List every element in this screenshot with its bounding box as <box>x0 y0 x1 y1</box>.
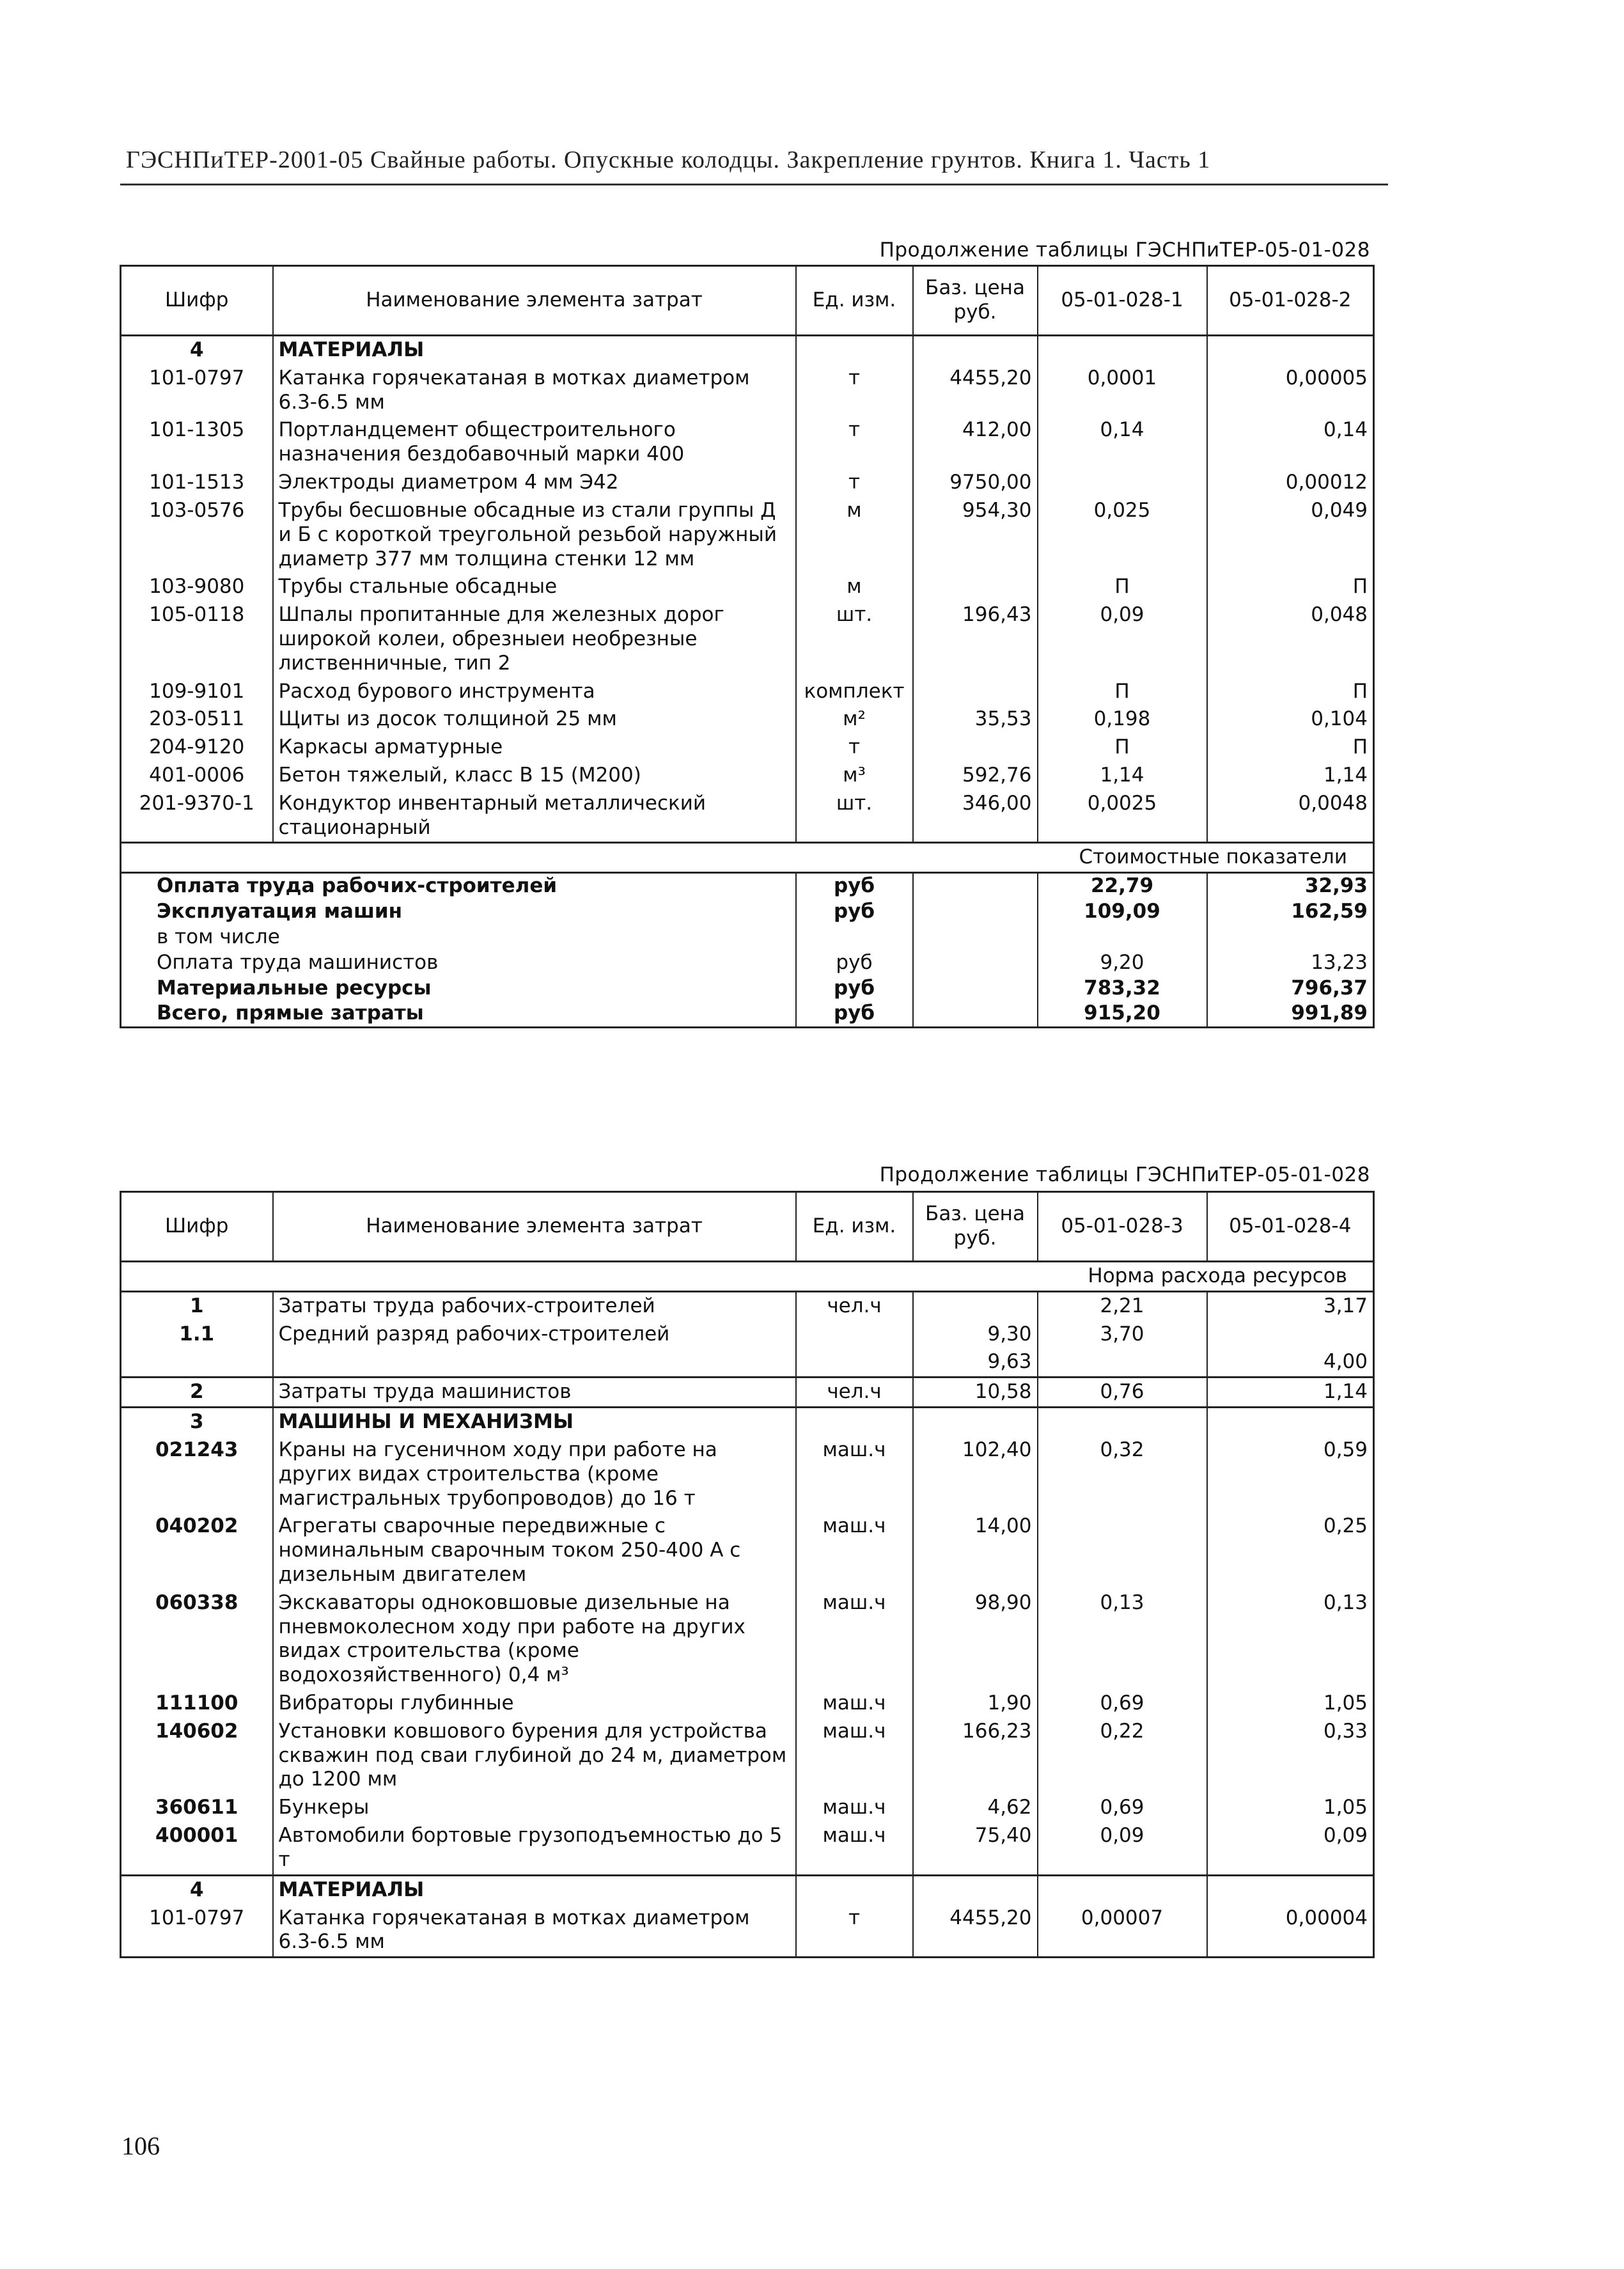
section-row-materials <box>121 336 1374 365</box>
table-row <box>121 1718 1374 1794</box>
row-name: Бетон тяжелый, класс В 15 (М200) <box>273 762 796 790</box>
summary-value-b: 796,37 <box>1207 976 1374 1001</box>
col-header-price: Баз. цена руб. <box>913 266 1038 336</box>
summary-value-b: 32,93 <box>1207 873 1374 899</box>
table-row <box>121 1348 1374 1377</box>
row-unit: маш.ч <box>796 1718 913 1794</box>
section-row-materials <box>121 1875 1374 1904</box>
col-header-code: Шифр <box>121 1192 273 1262</box>
section-name: МАШИНЫ И МЕХАНИЗМЫ <box>273 1408 796 1436</box>
row-name: Агрегаты сварочные передвижные с номинальным сварочным током 250-400 А с дизельным двигателем <box>273 1512 796 1589</box>
table-row <box>121 734 1374 762</box>
summary-unit <box>796 925 913 950</box>
table2-caption: Продолжение таблицы ГЭСНПиТЕР-05-01-028 <box>879 1163 1370 1186</box>
row-value-a: 0,69 <box>1038 1690 1207 1718</box>
row-price: 4,62 <box>913 1794 1038 1822</box>
row-code: 101-0797 <box>121 365 273 417</box>
table-row <box>121 1291 1374 1320</box>
table-row <box>121 1822 1374 1875</box>
row-code: 201-9370-1 <box>121 790 273 843</box>
summary-unit: руб <box>796 976 913 1001</box>
summary-value-a: 22,79 <box>1038 873 1207 899</box>
table-row <box>121 1512 1374 1589</box>
row-name: Портландцемент общестроительного назначения бездобавочный марки 400 <box>273 416 796 469</box>
row-code: 101-1513 <box>121 469 273 497</box>
row-value-b <box>1207 1321 1374 1349</box>
row-price: 9,30 <box>913 1321 1038 1349</box>
row-unit: шт. <box>796 790 913 843</box>
table-row <box>121 1436 1374 1512</box>
row-code: 103-9080 <box>121 573 273 601</box>
row-price <box>913 1291 1038 1320</box>
row-value-b: 0,59 <box>1207 1436 1374 1512</box>
summary-value-b: 162,59 <box>1207 899 1374 925</box>
row-value-a: 0,32 <box>1038 1436 1207 1512</box>
row-price: 4455,20 <box>913 1904 1038 1958</box>
row-code <box>121 1348 273 1377</box>
row-price <box>913 573 1038 601</box>
summary-value-a <box>1038 925 1207 950</box>
row-value-b: 0,25 <box>1207 1512 1374 1589</box>
row-value-b: 1,14 <box>1207 1378 1374 1408</box>
row-unit: маш.ч <box>796 1822 913 1875</box>
row-unit <box>796 1348 913 1377</box>
row-value-b: 0,048 <box>1207 601 1374 677</box>
row-unit: м³ <box>796 762 913 790</box>
row-value-a: 0,00007 <box>1038 1904 1207 1958</box>
section-row-machines <box>121 1408 1374 1436</box>
row-name: Каркасы арматурные <box>273 734 796 762</box>
row-value-b: 4,00 <box>1207 1348 1374 1377</box>
summary-value-b: 991,89 <box>1207 1001 1374 1027</box>
row-name: Катанка горячекатаная в мотках диаметром 6.3-6.5 мм <box>273 365 796 417</box>
row-value-b: 0,13 <box>1207 1589 1374 1690</box>
col-header-a: 05-01-028-3 <box>1038 1192 1207 1262</box>
row-price: 1,90 <box>913 1690 1038 1718</box>
materials-rows <box>121 365 1374 843</box>
row-value-a: 0,0001 <box>1038 365 1207 417</box>
row-value-b: 0,104 <box>1207 705 1374 734</box>
summary-label: Оплата труда машинистов <box>121 950 796 976</box>
table1-caption: Продолжение таблицы ГЭСНПиТЕР-05-01-028 <box>879 239 1370 262</box>
row-unit: маш.ч <box>796 1794 913 1822</box>
col-header-code: Шифр <box>121 266 273 336</box>
row-code: 101-1305 <box>121 416 273 469</box>
table-row <box>121 1690 1374 1718</box>
row-name: Трубы стальные обсадные <box>273 573 796 601</box>
table-row <box>121 1794 1374 1822</box>
row-name: Затраты труда рабочих-строителей <box>273 1291 796 1320</box>
row-unit: т <box>796 1904 913 1958</box>
table-row <box>121 678 1374 706</box>
row-name: Шпалы пропитанные для железных дорог широкой колеи, обрезныеи необрезные лиственничные, тип 2 <box>273 601 796 677</box>
row-code: 060338 <box>121 1589 273 1690</box>
row-code: 103-0576 <box>121 497 273 573</box>
section-code: 4 <box>121 1875 273 1904</box>
row-price: 592,76 <box>913 762 1038 790</box>
table-row <box>121 497 1374 573</box>
row-name: Краны на гусеничном ходу при работе на других видах строительства (кроме магистральных трубопроводов) до 16 т <box>273 1436 796 1512</box>
row-value-a: П <box>1038 734 1207 762</box>
row-unit: м <box>796 497 913 573</box>
row-value-b: 0,00005 <box>1207 365 1374 417</box>
table-row <box>121 365 1374 417</box>
row-name: Автомобили бортовые грузоподъемностью до 5 т <box>273 1822 796 1875</box>
row-value-b: 0,00012 <box>1207 469 1374 497</box>
table-row <box>121 762 1374 790</box>
row-code: 105-0118 <box>121 601 273 677</box>
table-row <box>121 1589 1374 1690</box>
row-unit: т <box>796 469 913 497</box>
table-row <box>121 705 1374 734</box>
table-header-row <box>121 266 1374 336</box>
row-unit: маш.ч <box>796 1436 913 1512</box>
col-header-price: Баз. цена руб. <box>913 1192 1038 1262</box>
summary-value-a: 783,32 <box>1038 976 1207 1001</box>
row-price: 196,43 <box>913 601 1038 677</box>
col-header-name: Наименование элемента затрат <box>273 266 796 336</box>
header-rule <box>120 184 1388 185</box>
materials-rows <box>121 1904 1374 1958</box>
row-value-a: 0,69 <box>1038 1794 1207 1822</box>
row-price <box>913 678 1038 706</box>
col-header-name: Наименование элемента затрат <box>273 1192 796 1262</box>
table-row <box>121 1904 1374 1958</box>
table-row <box>121 416 1374 469</box>
summary-value-b: 13,23 <box>1207 950 1374 976</box>
row-value-a: 0,22 <box>1038 1718 1207 1794</box>
row-name: Расход бурового инструмента <box>273 678 796 706</box>
running-header: ГЭСНПиТЕР-2001-05 Свайные работы. Опускные колодцы. Закрепление грунтов. Книга 1. Часть 1 <box>126 146 1211 173</box>
table-05-01-028-part1 <box>120 265 1375 1028</box>
row-value-b: 0,14 <box>1207 416 1374 469</box>
row-price: 10,58 <box>913 1378 1038 1408</box>
table-row <box>121 469 1374 497</box>
row-value-a: 2,21 <box>1038 1291 1207 1320</box>
row-name: Электроды диаметром 4 мм Э42 <box>273 469 796 497</box>
row-unit: комплект <box>796 678 913 706</box>
row-name: Средний разряд рабочих-строителей <box>273 1321 796 1349</box>
col-header-a: 05-01-028-1 <box>1038 266 1207 336</box>
col-header-unit: Ед. изм. <box>796 1192 913 1262</box>
row-value-a: 0,09 <box>1038 601 1207 677</box>
col-header-b: 05-01-028-4 <box>1207 1192 1374 1262</box>
row-value-a: 0,14 <box>1038 416 1207 469</box>
row-code: 1.1 <box>121 1321 273 1349</box>
row-price: 412,00 <box>913 416 1038 469</box>
cost-header-row <box>121 843 1374 873</box>
row-code: 2 <box>121 1378 273 1408</box>
summary-row <box>121 976 1374 1001</box>
row-unit: шт. <box>796 601 913 677</box>
row-code: 101-0797 <box>121 1904 273 1958</box>
norm-header: Норма расхода ресурсов <box>121 1262 1374 1292</box>
table-row <box>121 601 1374 677</box>
summary-label: Материальные ресурсы <box>121 976 796 1001</box>
row-value-a <box>1038 1348 1207 1377</box>
row-value-b: 1,05 <box>1207 1794 1374 1822</box>
section-name: МАТЕРИАЛЫ <box>273 336 796 365</box>
row-value-a: 3,70 <box>1038 1321 1207 1349</box>
row-price: 14,00 <box>913 1512 1038 1589</box>
row-code: 1 <box>121 1291 273 1320</box>
section-name: МАТЕРИАЛЫ <box>273 1875 796 1904</box>
table-row <box>121 790 1374 843</box>
row-value-b: П <box>1207 734 1374 762</box>
row-unit: маш.ч <box>796 1589 913 1690</box>
summary-unit: руб <box>796 873 913 899</box>
row-price: 75,40 <box>913 1822 1038 1875</box>
row-name: Трубы бесшовные обсадные из стали группы Д и Б с короткой треугольной резьбой наружный диаметр 377 мм толщина стенки 12 мм <box>273 497 796 573</box>
summary-unit: руб <box>796 899 913 925</box>
summary-row <box>121 1001 1374 1027</box>
summary-row <box>121 899 1374 925</box>
summary-value-a: 109,09 <box>1038 899 1207 925</box>
summary-label: Оплата труда рабочих-строителей <box>121 873 796 899</box>
table-header-row <box>121 1192 1374 1262</box>
table-row <box>121 1321 1374 1349</box>
row-code: 040202 <box>121 1512 273 1589</box>
summary-value-b <box>1207 925 1374 950</box>
row-price: 166,23 <box>913 1718 1038 1794</box>
row-name: Вибраторы глубинные <box>273 1690 796 1718</box>
section-code: 3 <box>121 1408 273 1436</box>
summary-label: в том числе <box>121 925 796 950</box>
col-header-unit: Ед. изм. <box>796 266 913 336</box>
summary-row <box>121 925 1374 950</box>
summary-row <box>121 950 1374 976</box>
row-value-a: П <box>1038 678 1207 706</box>
row-unit: чел.ч <box>796 1291 913 1320</box>
row-name: Бункеры <box>273 1794 796 1822</box>
summary-value-a: 915,20 <box>1038 1001 1207 1027</box>
operators-row <box>121 1378 1374 1408</box>
row-code: 204-9120 <box>121 734 273 762</box>
row-value-b: П <box>1207 573 1374 601</box>
row-value-a: 0,198 <box>1038 705 1207 734</box>
row-unit: т <box>796 416 913 469</box>
row-unit: т <box>796 734 913 762</box>
norm-header-row <box>121 1262 1374 1292</box>
row-code: 400001 <box>121 1822 273 1875</box>
summary-value-a: 9,20 <box>1038 950 1207 976</box>
row-price <box>913 734 1038 762</box>
row-value-b: 3,17 <box>1207 1291 1374 1320</box>
summary-unit: руб <box>796 1001 913 1027</box>
summary-label: Всего, прямые затраты <box>121 1001 796 1027</box>
summary-rows <box>121 873 1374 1028</box>
row-value-a <box>1038 1512 1207 1589</box>
col-header-b: 05-01-028-2 <box>1207 266 1374 336</box>
row-value-b: 0,0048 <box>1207 790 1374 843</box>
row-value-b: 0,049 <box>1207 497 1374 573</box>
row-code: 203-0511 <box>121 705 273 734</box>
row-value-a: 0,09 <box>1038 1822 1207 1875</box>
row-value-b: 0,09 <box>1207 1822 1374 1875</box>
row-value-b: П <box>1207 678 1374 706</box>
row-code: 360611 <box>121 1794 273 1822</box>
row-code: 021243 <box>121 1436 273 1512</box>
row-value-a <box>1038 469 1207 497</box>
summary-label: Эксплуатация машин <box>121 899 796 925</box>
row-value-b: 0,00004 <box>1207 1904 1374 1958</box>
row-value-a: П <box>1038 573 1207 601</box>
row-price: 9750,00 <box>913 469 1038 497</box>
row-price: 102,40 <box>913 1436 1038 1512</box>
row-price: 35,53 <box>913 705 1038 734</box>
row-unit: маш.ч <box>796 1512 913 1589</box>
row-name: Установки ковшового бурения для устройства скважин под сваи глубиной до 24 м, диаметром до 1200 мм <box>273 1718 796 1794</box>
row-value-a: 0,76 <box>1038 1378 1207 1408</box>
row-code: 109-9101 <box>121 678 273 706</box>
labor-rows <box>121 1291 1374 1377</box>
row-price: 9,63 <box>913 1348 1038 1377</box>
row-value-b: 1,14 <box>1207 762 1374 790</box>
row-unit: м² <box>796 705 913 734</box>
table-05-01-028-part2 <box>120 1191 1375 1958</box>
page-number: 106 <box>121 2132 160 2160</box>
row-value-b: 1,05 <box>1207 1690 1374 1718</box>
row-code: 111100 <box>121 1690 273 1718</box>
row-price: 954,30 <box>913 497 1038 573</box>
row-unit <box>796 1321 913 1349</box>
row-code: 401-0006 <box>121 762 273 790</box>
machines-rows <box>121 1436 1374 1875</box>
row-unit: т <box>796 365 913 417</box>
table-row <box>121 573 1374 601</box>
row-name: Затраты труда машинистов <box>273 1378 796 1408</box>
row-name: Катанка горячекатаная в мотках диаметром 6.3-6.5 мм <box>273 1904 796 1958</box>
row-unit: маш.ч <box>796 1690 913 1718</box>
row-unit: м <box>796 573 913 601</box>
row-value-a: 0,13 <box>1038 1589 1207 1690</box>
row-price: 98,90 <box>913 1589 1038 1690</box>
section-code: 4 <box>121 336 273 365</box>
row-unit: чел.ч <box>796 1378 913 1408</box>
row-name: Щиты из досок толщиной 25 мм <box>273 705 796 734</box>
cost-header: Стоимостные показатели <box>121 843 1374 873</box>
row-value-a: 1,14 <box>1038 762 1207 790</box>
summary-unit: руб <box>796 950 913 976</box>
summary-row <box>121 873 1374 899</box>
row-name: Кондуктор инвентарный металлический стационарный <box>273 790 796 843</box>
row-value-a: 0,0025 <box>1038 790 1207 843</box>
row-value-b: 0,33 <box>1207 1718 1374 1794</box>
row-price: 4455,20 <box>913 365 1038 417</box>
row-name <box>273 1348 796 1377</box>
row-code: 140602 <box>121 1718 273 1794</box>
row-value-a: 0,025 <box>1038 497 1207 573</box>
row-price: 346,00 <box>913 790 1038 843</box>
row-name: Экскаваторы одноковшовые дизельные на пневмоколесном ходу при работе на других видах строительства (кроме водохозяйственного) 0,4 м³ <box>273 1589 796 1690</box>
